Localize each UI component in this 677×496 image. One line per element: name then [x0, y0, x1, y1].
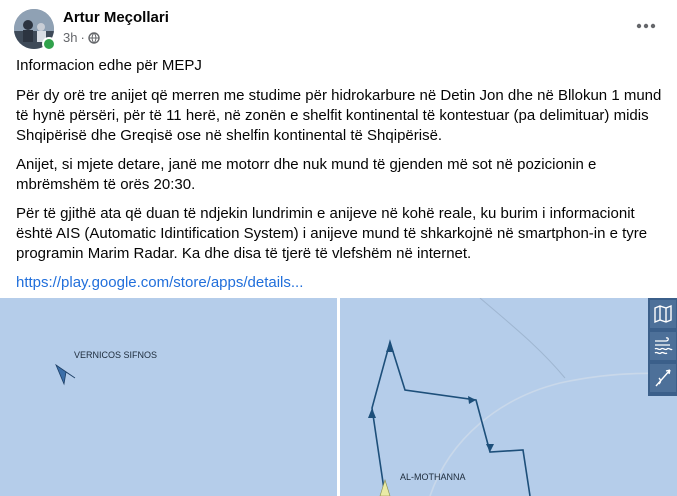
track-arrow-icon: [486, 444, 494, 452]
depth-contour: [480, 298, 565, 378]
post-meta: [63, 30, 100, 45]
post-paragraph: Për dy orë tre anijet që merren me studime për hidrokarbure në Detin Jon dhe në Bllokun 1 mund të hynë përsëri, për të 11 herë, në zonën e shelfit kontinental të kontestuar (pa delimituar) midis Shqipërisë dhe Greqisë ose në shelfin kontinental të Shqipërisë.: [16, 87, 662, 144]
vessel-marker-icon: [380, 480, 390, 496]
map-toolbar: [648, 298, 677, 396]
post-body: [16, 56, 666, 293]
more-horizontal-icon: [636, 23, 656, 29]
map-image-right[interactable]: [340, 298, 677, 496]
post-time[interactable]: 3h: [63, 30, 78, 45]
map-left-canvas: [0, 298, 337, 496]
map-right-canvas: [340, 298, 677, 496]
post-paragraph: Për të gjithë ata që duan të ndjekin lundrimin e anijeve në kohë reale, ku burim i informacionit është AIS (Automatic Idintification System) i anijeve mund të shkarkojnë në smartphon-in e tyre programin Marim Radar. Ka dhe disa të tjerë të vlefshëm në internet.: [16, 205, 648, 262]
weather-button[interactable]: [650, 332, 676, 360]
post-images: [0, 298, 677, 496]
vessel-label: VERNICOS SIFNOS: [74, 350, 158, 360]
more-options-button[interactable]: [630, 12, 662, 40]
vessel-label: AL-MOTHANNA: [400, 472, 466, 482]
post-paragraph: Anijet, si mjete detare, janë me motorr dhe nuk mund të gjenden më sot në pozicionin e mbrëmshëm të orës 20:30.: [16, 156, 597, 193]
zone-boundary: [430, 373, 677, 496]
map-layers-icon: [653, 304, 673, 324]
track-arrow-icon: [368, 408, 376, 418]
online-status-icon: [42, 37, 56, 51]
compass-icon: [653, 368, 673, 388]
map-image-left[interactable]: [0, 298, 337, 496]
track-arrow-icon: [468, 396, 476, 404]
track-arrow-icon: [386, 342, 394, 352]
author-name[interactable]: Artur Meçollari: [63, 9, 169, 26]
globe-icon[interactable]: [88, 32, 100, 44]
vessel-marker-icon: [56, 365, 75, 384]
post-header: [0, 0, 677, 56]
navigation-button[interactable]: [650, 364, 676, 392]
separator-dot: ·: [80, 30, 85, 45]
map-layers-button[interactable]: [650, 300, 676, 328]
post-link[interactable]: https://play.google.com/store/apps/details...: [16, 274, 304, 291]
post-paragraph: Informacion edhe për MEPJ: [16, 57, 202, 74]
wind-waves-icon: [653, 336, 673, 356]
